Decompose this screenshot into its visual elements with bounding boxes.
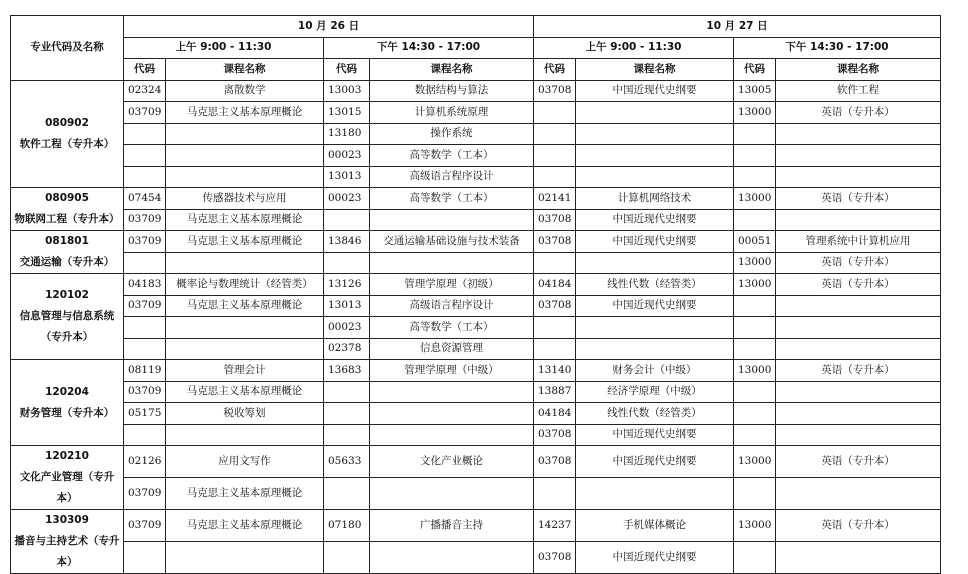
course-name: 高等数学（工本） bbox=[370, 317, 534, 339]
course-code bbox=[734, 542, 776, 574]
course-name: 中国近现代史纲要 bbox=[576, 424, 734, 446]
course-code: 04183 bbox=[124, 274, 166, 296]
course-name bbox=[776, 403, 941, 425]
code-header: 代码 bbox=[124, 59, 166, 81]
course-name: 交通运输基础设施与技术装备 bbox=[370, 231, 534, 253]
header-row-days bbox=[11, 16, 941, 38]
course-name: 马克思主义基本原理概论 bbox=[166, 209, 324, 231]
course-name bbox=[166, 145, 324, 167]
course-name bbox=[776, 424, 941, 446]
table-row bbox=[11, 317, 941, 339]
schedule-body bbox=[11, 80, 941, 574]
course-code bbox=[734, 166, 776, 188]
course-code bbox=[534, 145, 576, 167]
table-row bbox=[11, 145, 941, 167]
course-code: 02378 bbox=[324, 338, 370, 360]
course-name: 管理学原理（中级） bbox=[370, 360, 534, 382]
course-code: 07180 bbox=[324, 510, 370, 542]
course-name bbox=[370, 381, 534, 403]
major-code: 130309 bbox=[45, 514, 89, 526]
course-name: 中国近现代史纲要 bbox=[576, 231, 734, 253]
course-code bbox=[534, 166, 576, 188]
major-name: 文化产业管理（专升本） bbox=[19, 471, 115, 504]
course-name bbox=[370, 209, 534, 231]
course-name: 线性代数（经管类） bbox=[576, 274, 734, 296]
course-code: 04184 bbox=[534, 403, 576, 425]
session-header-2: 下午 14:30 - 17:00 bbox=[324, 37, 534, 59]
course-name: 数据结构与算法 bbox=[370, 80, 534, 102]
course-code bbox=[324, 424, 370, 446]
course-code bbox=[534, 123, 576, 145]
course-name: 经济学原理（中级） bbox=[576, 381, 734, 403]
table-row bbox=[11, 338, 941, 360]
table-row bbox=[11, 295, 941, 317]
major-code: 120204 bbox=[45, 385, 89, 398]
course-name bbox=[776, 317, 941, 339]
course-code: 13000 bbox=[734, 510, 776, 542]
course-code: 03709 bbox=[124, 295, 166, 317]
course-name: 管理学原理（初级） bbox=[370, 274, 534, 296]
course-code: 03709 bbox=[124, 510, 166, 542]
course-code: 02126 bbox=[124, 446, 166, 478]
course-name bbox=[776, 123, 941, 145]
course-code: 03708 bbox=[534, 209, 576, 231]
course-name: 财务会计（中级） bbox=[576, 360, 734, 382]
table-row bbox=[11, 102, 941, 124]
course-code: 13000 bbox=[734, 188, 776, 210]
course-code bbox=[124, 317, 166, 339]
course-name: 软件工程 bbox=[776, 80, 941, 102]
course-code: 13000 bbox=[734, 446, 776, 478]
course-code: 03709 bbox=[124, 231, 166, 253]
course-name bbox=[576, 145, 734, 167]
course-code: 13887 bbox=[534, 381, 576, 403]
course-header: 课程名称 bbox=[776, 59, 941, 81]
course-code: 05175 bbox=[124, 403, 166, 425]
major-code: 120210 bbox=[45, 450, 89, 462]
course-name: 英语（专升本） bbox=[776, 510, 941, 542]
course-code: 13013 bbox=[324, 166, 370, 188]
course-name: 传感器技术与应用 bbox=[166, 188, 324, 210]
course-name: 手机媒体概论 bbox=[576, 510, 734, 542]
course-name: 概率论与数理统计（经管类） bbox=[166, 274, 324, 296]
course-name: 马克思主义基本原理概论 bbox=[166, 478, 324, 510]
course-name: 中国近现代史纲要 bbox=[576, 446, 734, 478]
session-header-3: 上午 9:00 - 11:30 bbox=[534, 37, 734, 59]
course-code bbox=[534, 102, 576, 124]
course-code: 07454 bbox=[124, 188, 166, 210]
table-row bbox=[11, 542, 941, 574]
major-code: 080905 bbox=[45, 192, 89, 204]
major-cell bbox=[11, 80, 124, 188]
course-name bbox=[576, 317, 734, 339]
course-name bbox=[776, 145, 941, 167]
course-name: 马克思主义基本原理概论 bbox=[166, 381, 324, 403]
course-code: 13000 bbox=[734, 252, 776, 274]
course-name: 信息资源管理 bbox=[370, 338, 534, 360]
table-row bbox=[11, 80, 941, 102]
course-name bbox=[166, 317, 324, 339]
course-code: 02141 bbox=[534, 188, 576, 210]
major-code: 081801 bbox=[45, 235, 89, 247]
course-code: 03708 bbox=[534, 231, 576, 253]
course-code: 13000 bbox=[734, 102, 776, 124]
course-code bbox=[324, 381, 370, 403]
table-row bbox=[11, 274, 941, 296]
course-name: 计算机系统原理 bbox=[370, 102, 534, 124]
course-code bbox=[534, 338, 576, 360]
course-code: 03709 bbox=[124, 209, 166, 231]
course-name: 中国近现代史纲要 bbox=[576, 209, 734, 231]
course-name: 英语（专升本） bbox=[776, 188, 941, 210]
course-header: 课程名称 bbox=[370, 59, 534, 81]
course-name bbox=[166, 166, 324, 188]
major-name: 播音与主持艺术（专升本） bbox=[14, 535, 120, 568]
course-code: 03709 bbox=[124, 478, 166, 510]
course-code: 13013 bbox=[324, 295, 370, 317]
major-code: 120102 bbox=[45, 289, 89, 301]
major-cell bbox=[11, 274, 124, 360]
course-code: 03708 bbox=[534, 295, 576, 317]
course-code bbox=[734, 478, 776, 510]
table-row bbox=[11, 252, 941, 274]
course-name bbox=[166, 123, 324, 145]
major-cell bbox=[11, 231, 124, 274]
course-name bbox=[776, 209, 941, 231]
day-header-2: 10 月 27 日 bbox=[534, 16, 941, 38]
exam-schedule-table bbox=[10, 15, 941, 574]
course-code: 14237 bbox=[534, 510, 576, 542]
course-name bbox=[370, 542, 534, 574]
course-name: 英语（专升本） bbox=[776, 360, 941, 382]
course-name: 中国近现代史纲要 bbox=[576, 80, 734, 102]
course-name bbox=[576, 478, 734, 510]
course-code: 03708 bbox=[534, 542, 576, 574]
course-code bbox=[734, 295, 776, 317]
course-name: 中国近现代史纲要 bbox=[576, 295, 734, 317]
course-code bbox=[534, 252, 576, 274]
table-row bbox=[11, 209, 941, 231]
course-name: 英语（专升本） bbox=[776, 252, 941, 274]
table-row bbox=[11, 510, 941, 542]
course-name bbox=[776, 166, 941, 188]
course-name: 马克思主义基本原理概论 bbox=[166, 510, 324, 542]
header-row-labels bbox=[11, 59, 941, 81]
course-code: 03708 bbox=[534, 424, 576, 446]
major-name: 软件工程（专升本） bbox=[19, 137, 115, 150]
course-code bbox=[734, 338, 776, 360]
course-code bbox=[324, 209, 370, 231]
major-name: 交通运输（专升本） bbox=[19, 256, 115, 268]
table-row bbox=[11, 188, 941, 210]
course-code: 03708 bbox=[534, 80, 576, 102]
course-name: 中国近现代史纲要 bbox=[576, 542, 734, 574]
course-name bbox=[370, 403, 534, 425]
course-code: 13126 bbox=[324, 274, 370, 296]
course-code: 13683 bbox=[324, 360, 370, 382]
course-name: 高级语言程序设计 bbox=[370, 166, 534, 188]
course-name bbox=[370, 424, 534, 446]
course-code bbox=[324, 478, 370, 510]
course-code bbox=[734, 209, 776, 231]
course-code: 05633 bbox=[324, 446, 370, 478]
course-header: 课程名称 bbox=[166, 59, 324, 81]
course-code: 13846 bbox=[324, 231, 370, 253]
table-row bbox=[11, 231, 941, 253]
course-code bbox=[124, 252, 166, 274]
course-name: 英语（专升本） bbox=[776, 274, 941, 296]
code-header: 代码 bbox=[324, 59, 370, 81]
course-code: 00051 bbox=[734, 231, 776, 253]
course-name bbox=[576, 166, 734, 188]
course-code bbox=[324, 252, 370, 274]
course-name: 广播播音主持 bbox=[370, 510, 534, 542]
course-code bbox=[734, 123, 776, 145]
header-row-sessions bbox=[11, 37, 941, 59]
course-code bbox=[534, 317, 576, 339]
course-code bbox=[734, 424, 776, 446]
course-code: 02324 bbox=[124, 80, 166, 102]
course-code: 00023 bbox=[324, 145, 370, 167]
table-row bbox=[11, 424, 941, 446]
course-name: 管理会计 bbox=[166, 360, 324, 382]
course-code bbox=[734, 381, 776, 403]
course-code bbox=[124, 542, 166, 574]
course-code bbox=[124, 166, 166, 188]
table-row bbox=[11, 123, 941, 145]
course-name bbox=[576, 123, 734, 145]
course-name: 离散数学 bbox=[166, 80, 324, 102]
course-code: 13140 bbox=[534, 360, 576, 382]
course-name bbox=[776, 478, 941, 510]
table-row bbox=[11, 403, 941, 425]
course-code: 03709 bbox=[124, 102, 166, 124]
course-name: 应用文写作 bbox=[166, 446, 324, 478]
course-code: 03708 bbox=[534, 446, 576, 478]
course-name bbox=[576, 102, 734, 124]
course-code bbox=[124, 424, 166, 446]
course-name: 高等数学（工本） bbox=[370, 188, 534, 210]
table-row bbox=[11, 381, 941, 403]
course-code bbox=[324, 403, 370, 425]
course-code bbox=[734, 145, 776, 167]
course-name: 英语（专升本） bbox=[776, 446, 941, 478]
session-header-1: 上午 9:00 - 11:30 bbox=[124, 37, 324, 59]
course-name bbox=[370, 478, 534, 510]
course-code bbox=[124, 338, 166, 360]
major-cell bbox=[11, 360, 124, 446]
course-code bbox=[734, 403, 776, 425]
course-code bbox=[324, 542, 370, 574]
course-name: 马克思主义基本原理概论 bbox=[166, 102, 324, 124]
table-row bbox=[11, 446, 941, 478]
major-name: 信息管理与信息系统（专升本） bbox=[19, 310, 115, 343]
course-name: 操作系统 bbox=[370, 123, 534, 145]
major-name: 物联网工程（专升本） bbox=[14, 213, 120, 225]
course-name bbox=[166, 338, 324, 360]
course-header: 课程名称 bbox=[576, 59, 734, 81]
course-name bbox=[776, 295, 941, 317]
course-code: 13005 bbox=[734, 80, 776, 102]
course-name bbox=[776, 338, 941, 360]
course-code: 13000 bbox=[734, 274, 776, 296]
day-header-1: 10 月 26 日 bbox=[124, 16, 534, 38]
course-name: 线性代数（经管类） bbox=[576, 403, 734, 425]
table-row bbox=[11, 478, 941, 510]
course-code: 13015 bbox=[324, 102, 370, 124]
course-name: 高级语言程序设计 bbox=[370, 295, 534, 317]
course-code: 08119 bbox=[124, 360, 166, 382]
course-code: 00023 bbox=[324, 317, 370, 339]
major-column-header: 专业代码及名称 bbox=[11, 16, 124, 81]
course-name bbox=[166, 424, 324, 446]
course-code: 13180 bbox=[324, 123, 370, 145]
course-name: 文化产业概论 bbox=[370, 446, 534, 478]
course-code: 04184 bbox=[534, 274, 576, 296]
major-cell bbox=[11, 446, 124, 510]
session-header-4: 下午 14:30 - 17:00 bbox=[734, 37, 941, 59]
course-name: 马克思主义基本原理概论 bbox=[166, 231, 324, 253]
course-name: 马克思主义基本原理概论 bbox=[166, 295, 324, 317]
exam-schedule bbox=[10, 15, 941, 574]
major-name: 财务管理（专升本） bbox=[19, 406, 115, 419]
course-name: 英语（专升本） bbox=[776, 102, 941, 124]
course-code: 03709 bbox=[124, 381, 166, 403]
course-code: 00023 bbox=[324, 188, 370, 210]
code-header: 代码 bbox=[734, 59, 776, 81]
course-code: 13003 bbox=[324, 80, 370, 102]
course-name bbox=[576, 338, 734, 360]
table-row bbox=[11, 360, 941, 382]
course-name: 管理系统中计算机应用 bbox=[776, 231, 941, 253]
course-name bbox=[166, 252, 324, 274]
course-name: 税收筹划 bbox=[166, 403, 324, 425]
course-name bbox=[370, 252, 534, 274]
course-code: 13000 bbox=[734, 360, 776, 382]
course-name: 计算机网络技术 bbox=[576, 188, 734, 210]
major-code: 080902 bbox=[45, 116, 89, 129]
table-row bbox=[11, 166, 941, 188]
course-code bbox=[734, 317, 776, 339]
course-name: 高等数学（工本） bbox=[370, 145, 534, 167]
course-name bbox=[776, 542, 941, 574]
code-header: 代码 bbox=[534, 59, 576, 81]
course-code bbox=[124, 145, 166, 167]
course-name bbox=[576, 252, 734, 274]
major-cell bbox=[11, 188, 124, 231]
course-code bbox=[124, 123, 166, 145]
course-code bbox=[534, 478, 576, 510]
major-cell bbox=[11, 510, 124, 574]
course-name bbox=[166, 542, 324, 574]
course-name bbox=[776, 381, 941, 403]
